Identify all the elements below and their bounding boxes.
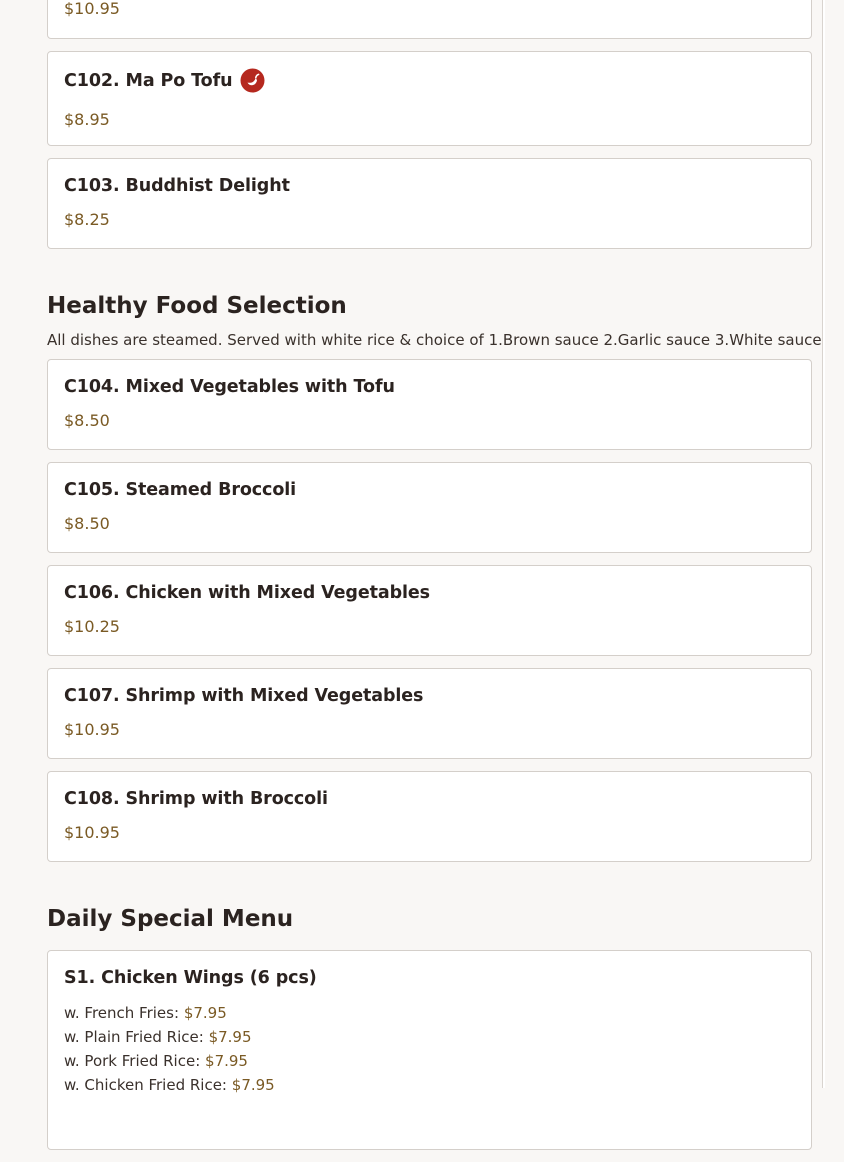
section-description: All dishes are steamed. Served with white rice & choice of 1.Brown sauce 2.Garlic sauce 3.White sauce bbox=[47, 331, 822, 349]
option-label: w. Chicken Fried Rice: bbox=[64, 1076, 227, 1094]
option-price: $7.95 bbox=[231, 1076, 275, 1094]
option-label: w. French Fries: bbox=[64, 1004, 180, 1022]
item-price: $10.95 bbox=[64, 0, 120, 18]
menu-list bbox=[47, 0, 822, 1162]
menu-item-card[interactable] bbox=[47, 565, 812, 656]
menu-item-card[interactable] bbox=[47, 771, 812, 862]
item-name: C102. Ma Po Tofu bbox=[64, 70, 233, 91]
menu-item-card[interactable] bbox=[47, 950, 812, 1150]
item-name: C105. Steamed Broccoli bbox=[64, 480, 297, 500]
item-price: $10.95 bbox=[64, 823, 120, 842]
scroll-edge-divider bbox=[822, 0, 825, 1088]
menu-item-card[interactable] bbox=[47, 0, 812, 39]
option-label: w. Plain Fried Rice: bbox=[64, 1028, 204, 1046]
item-price: $8.50 bbox=[64, 514, 110, 533]
item-name: C107. Shrimp with Mixed Vegetables bbox=[64, 686, 424, 706]
option-price: $7.95 bbox=[183, 1004, 227, 1022]
item-price: $10.25 bbox=[64, 617, 120, 636]
item-option bbox=[64, 1049, 795, 1073]
chili-pepper-icon bbox=[240, 68, 265, 93]
item-name: C103. Buddhist Delight bbox=[64, 176, 290, 196]
menu-item-card[interactable] bbox=[47, 359, 812, 450]
item-option bbox=[64, 1001, 795, 1025]
menu-item-card[interactable] bbox=[47, 462, 812, 553]
option-price: $7.95 bbox=[208, 1028, 252, 1046]
item-option bbox=[64, 1073, 795, 1097]
menu-item-card[interactable] bbox=[47, 668, 812, 759]
section-title-healthy: Healthy Food Selection bbox=[47, 293, 347, 319]
item-price: $8.50 bbox=[64, 411, 110, 430]
item-price: $8.25 bbox=[64, 210, 110, 229]
item-option bbox=[64, 1025, 795, 1049]
menu-item-card[interactable] bbox=[47, 158, 812, 249]
item-name: C106. Chicken with Mixed Vegetables bbox=[64, 583, 430, 603]
item-price: $8.95 bbox=[64, 110, 110, 129]
option-price: $7.95 bbox=[205, 1052, 248, 1070]
section-title-daily-special: Daily Special Menu bbox=[47, 906, 294, 932]
item-price: $10.95 bbox=[64, 720, 120, 739]
option-label: w. Pork Fried Rice: bbox=[64, 1052, 201, 1070]
item-name: C104. Mixed Vegetables with Tofu bbox=[64, 377, 395, 397]
menu-item-card[interactable] bbox=[47, 51, 812, 146]
item-name: C108. Shrimp with Broccoli bbox=[64, 789, 328, 809]
item-name: S1. Chicken Wings (6 pcs) bbox=[64, 968, 317, 988]
